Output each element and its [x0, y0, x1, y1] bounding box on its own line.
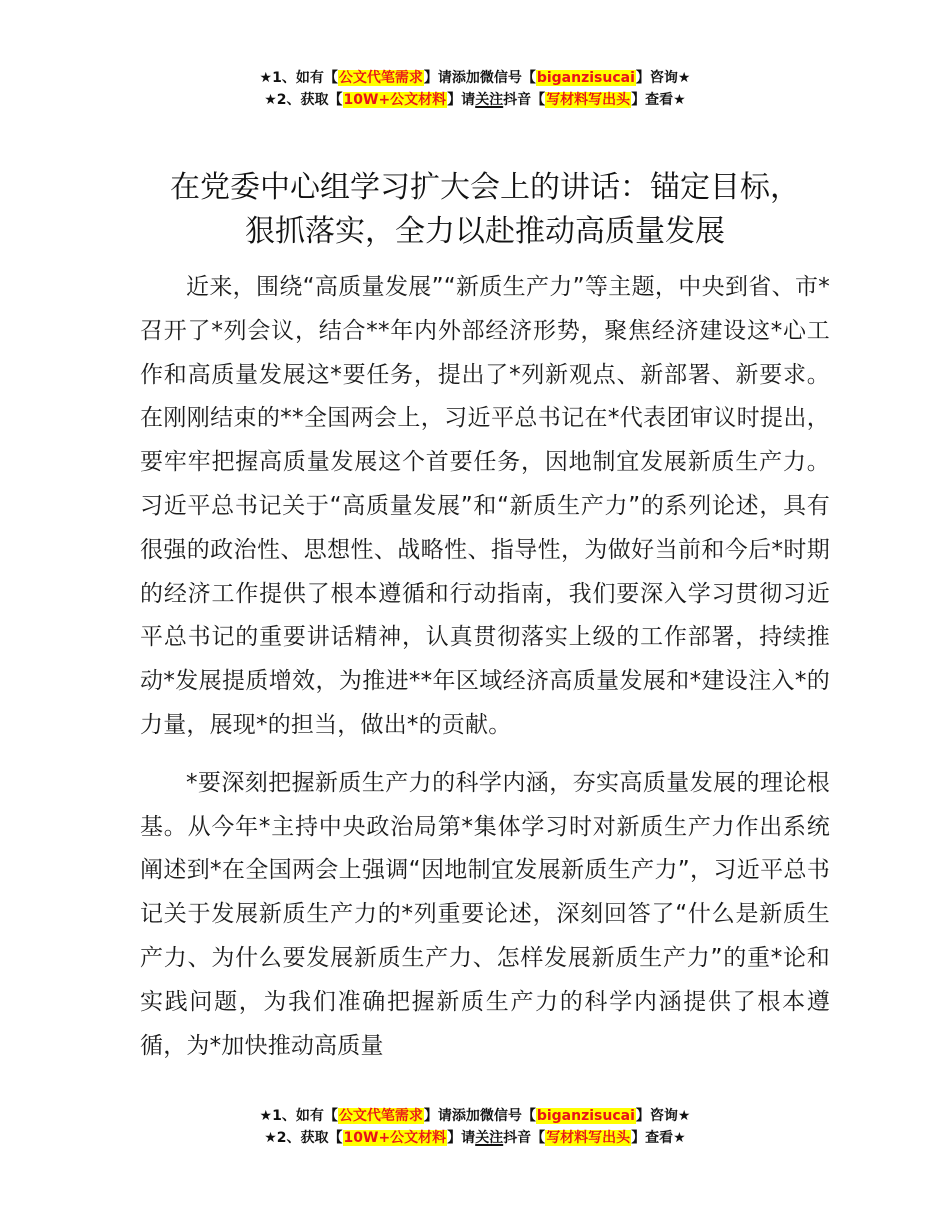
wechat-id-highlight: biganzisucai: [536, 70, 635, 86]
promo-text: 抖音【: [503, 1130, 546, 1146]
promo-highlight: 公文代笔需求: [338, 1108, 423, 1124]
promo-line-1: [0, 1105, 950, 1127]
promo-text: 】请添加微信号【: [423, 70, 536, 86]
body-paragraph-2: *要深刻把握新质生产力的科学内涵，夯实高质量发展的理论根基。从今年*主持中央政治局第*集体学习时对新质生产力作出系统阐述到*在全国两会上强调“因地制宜发展新质生产力”，习近平总书记关于发展新质生产力的*列重要论述，深刻回答了“什么是新质生产力、为什么要发展新质生产力、怎样发展新质生产力”的重*论和实践问题，为我们准确把握新质生产力的科学内涵提供了根本遵循，为*加快推动高质量: [140, 769, 830, 1059]
promo-highlight: 10W+公文材料: [343, 1130, 447, 1146]
title-line-1: 在党委中心组学习扩大会上的讲话：锚定目标，: [170, 170, 800, 205]
promo-text: 】咨询★: [635, 70, 691, 86]
promo-highlight: 公文代笔需求: [338, 70, 423, 86]
promo-text: 】查看★: [631, 1130, 686, 1146]
promo-text: 抖音【: [503, 92, 546, 108]
promo-text: 】查看★: [631, 92, 686, 108]
title-line-2: 狠抓落实，全力以赴推动高质量发展: [245, 214, 725, 249]
promo-text: ★1、如有【: [259, 70, 338, 86]
promo-text: 】请: [447, 1130, 476, 1146]
promo-highlight: 写材料写出头: [546, 1130, 631, 1146]
promo-banner-top: [0, 67, 950, 111]
promo-banner-bottom: [0, 1105, 950, 1149]
promo-line-1: [0, 67, 950, 89]
promo-text: ★1、如有【: [259, 1108, 338, 1124]
promo-highlight: 10W+公文材料: [343, 92, 447, 108]
promo-text: 】请添加微信号【: [423, 1108, 536, 1124]
document-title: [140, 166, 830, 254]
promo-text: 】咨询★: [635, 1108, 691, 1124]
promo-underlined-text: 关注: [475, 1130, 504, 1146]
promo-text: ★2、获取【: [264, 92, 343, 108]
promo-text: ★2、获取【: [264, 1130, 343, 1146]
wechat-id-highlight: biganzisucai: [536, 1108, 635, 1124]
promo-text: 】请: [447, 92, 476, 108]
promo-line-2: [0, 1127, 950, 1149]
body-paragraph-1: 近来，围绕“高质量发展”“新质生产力”等主题，中央到省、市*召开了*列会议，结合**年内外部经济形势，聚焦经济建设这*心工作和高质量发展这*要任务，提出了*列新观点、新部署、新要求。在刚刚结束的**全国两会上，习近平总书记在*代表团审议时提出，要牢牢把握高质量发展这个首要任务，因地制宜发展新质生产力。习近平总书记关于“高质量发展”和“新质生产力”的系列论述，具有很强的政治性、思想性、战略性、指导性，为做好当前和今后*时期的经济工作提供了根本遵循和行动指南，我们要深入学习贯彻习近平总书记的重要讲话精神，认真贯彻落实上级的工作部署，持续推动*发展提质增效，为推进**年区域经济高质量发展和*建设注入*的力量，展现*的担当，做出*的贡献。: [140, 274, 830, 738]
document-body: [140, 266, 830, 1082]
promo-highlight: 写材料写出头: [546, 92, 631, 108]
promo-underlined-text: 关注: [475, 92, 504, 108]
promo-line-2: [0, 89, 950, 111]
